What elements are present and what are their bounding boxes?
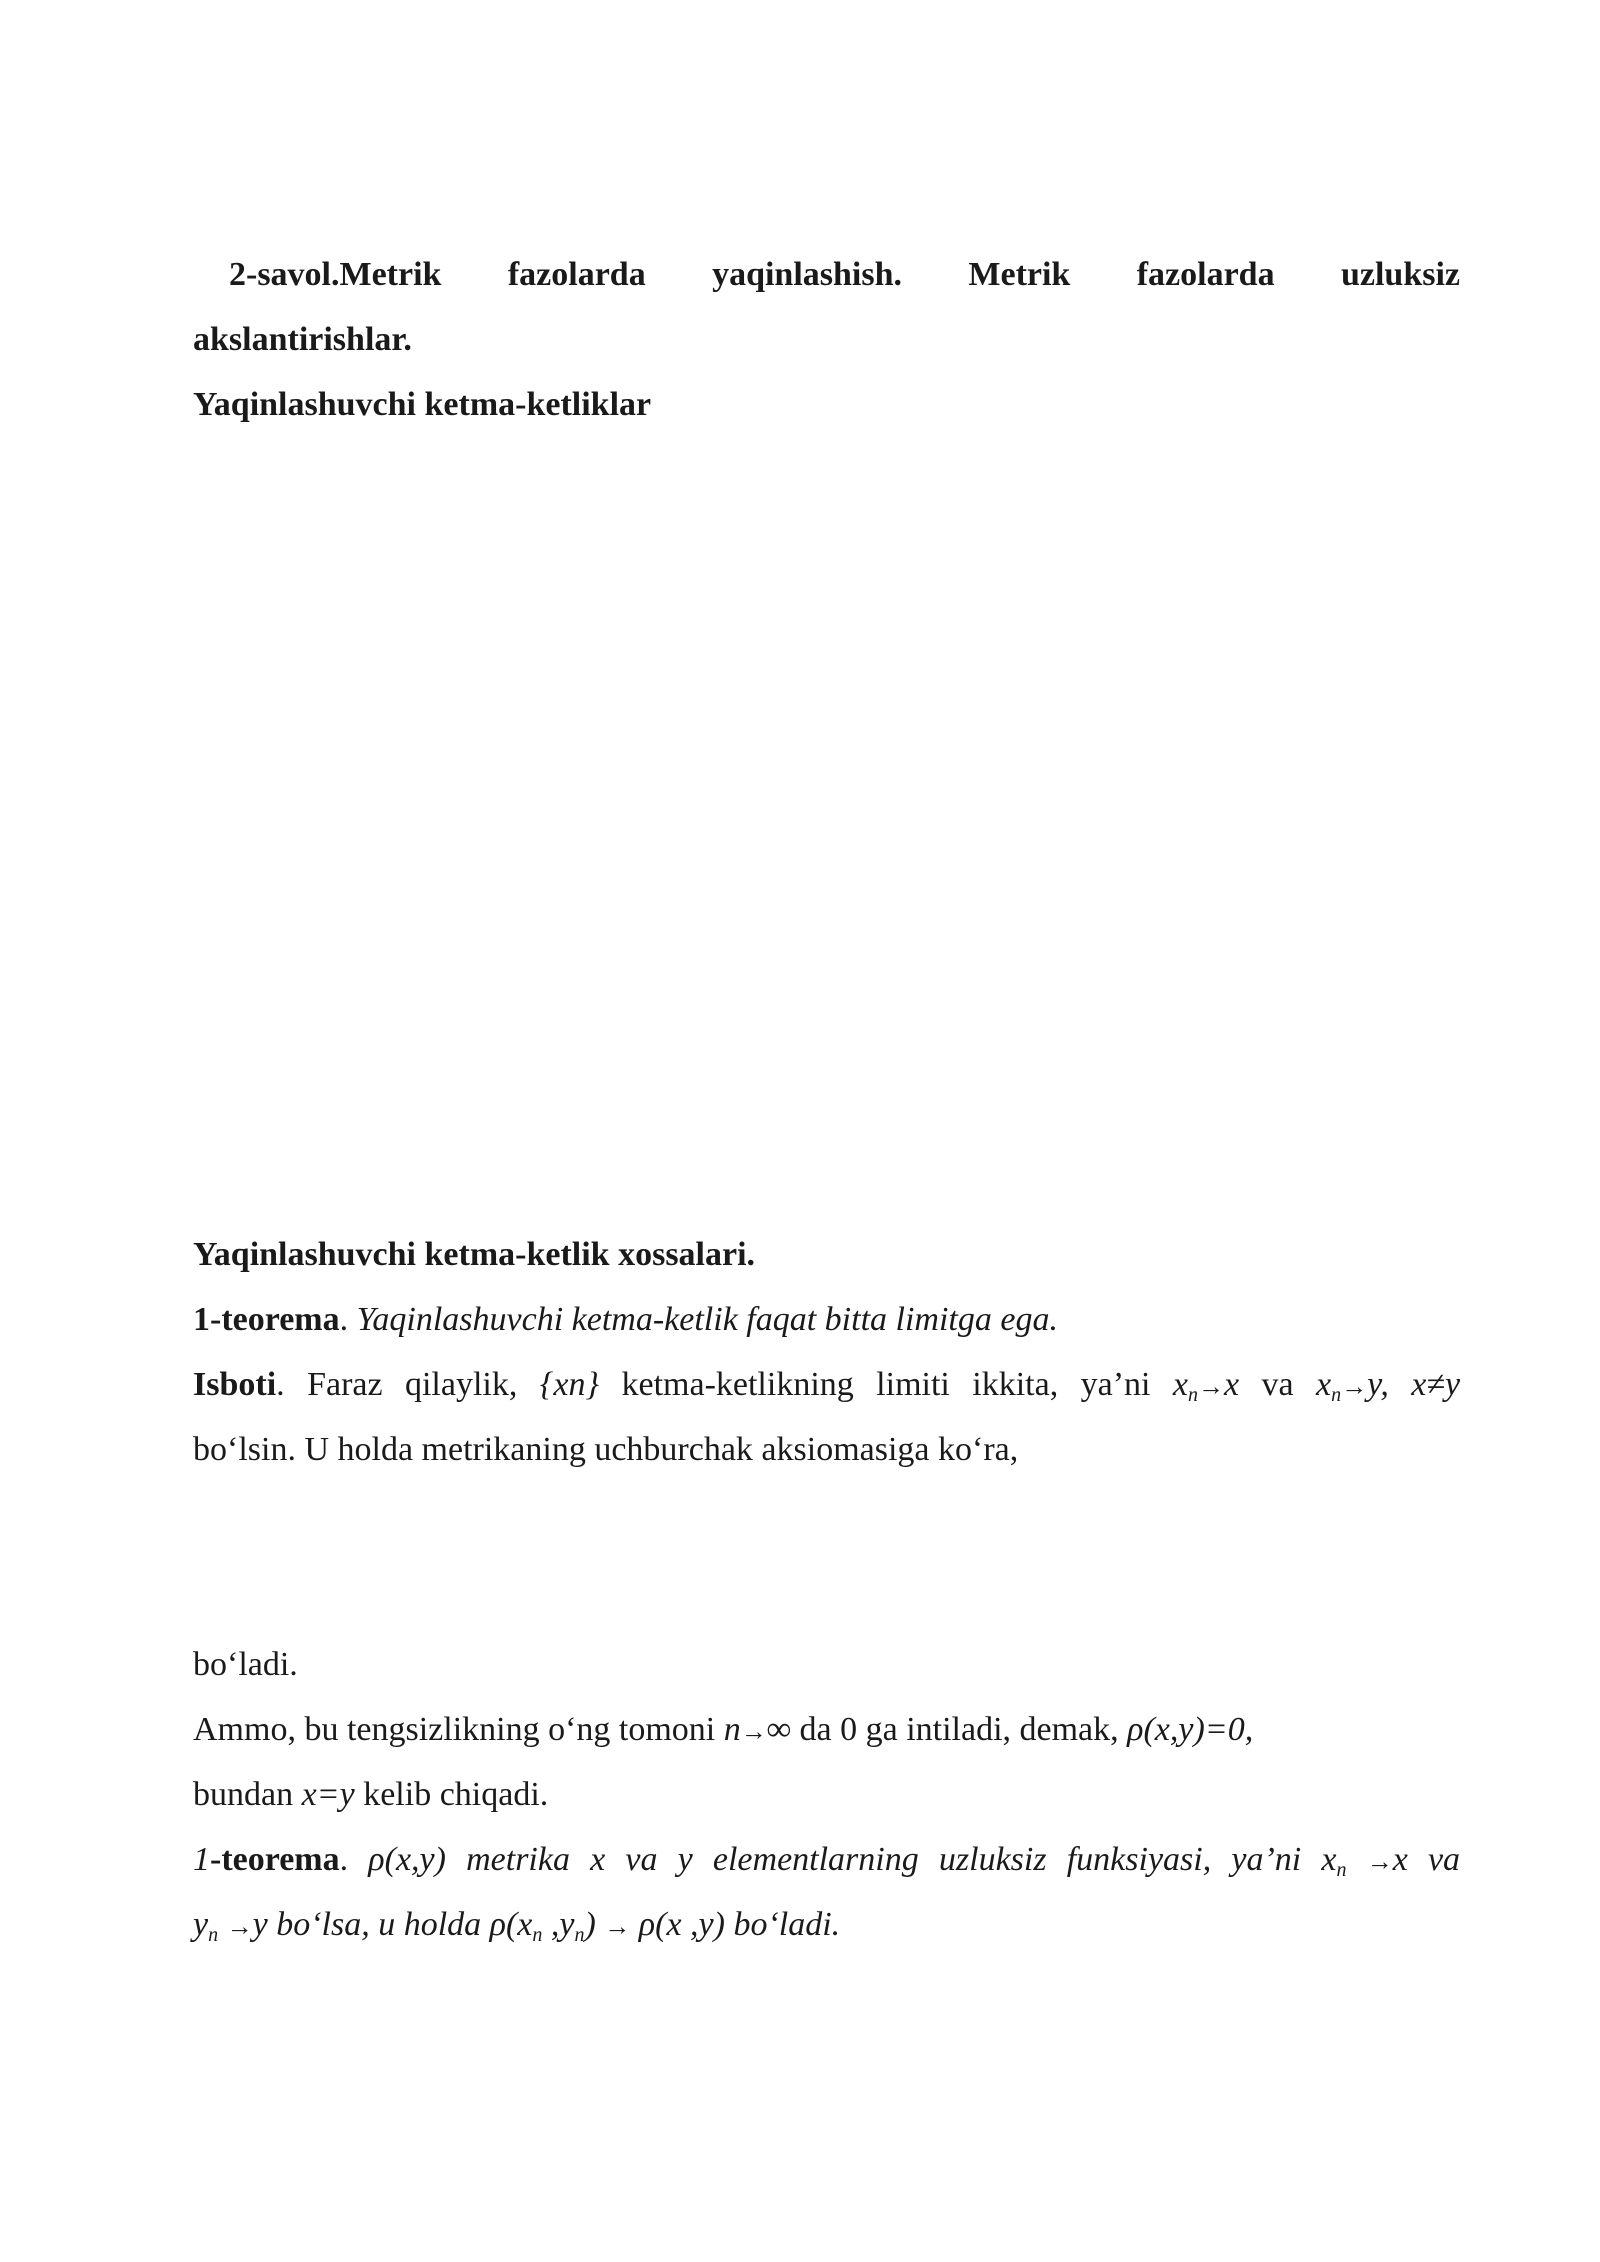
proof-text-2: ketma-ketlikning limiti ikkita, ya’ni: [621, 1366, 1151, 1403]
ammo-text-2: da 0 ga intiladi, demak,: [799, 1711, 1119, 1748]
proof-line-1: Isboti. Faraz qilaylik, {xn} ketma-ketlikning limiti ikkita, ya’ni $x_n\to x$ va $x_n\to y$, x≠y: [193, 1366, 1461, 1406]
subheading: [193, 372, 1460, 437]
theorem-2-text-2a: bo‘lsa, u holda: [276, 1906, 482, 1943]
section-title: [193, 1222, 1460, 1287]
proof-line-2-text: bo‘lsin. U holda metrikaning uchburchak aksiomasiga ko‘ra,: [193, 1431, 1019, 1468]
proof-text-1: Faraz qilaylik,: [307, 1366, 518, 1403]
theorem-2-text-2b: bo‘ladi.: [733, 1906, 841, 1943]
formula-rho-limit: $\rho(x_n$ $,y_n) \to \rho(x$ ,y): [489, 1906, 725, 1946]
formula-x-equals-y: x=y: [301, 1776, 355, 1813]
theorem-1-label: 1-teorema: [193, 1301, 340, 1338]
proof-sequence: {xn}: [539, 1366, 600, 1403]
heading-line-2-text: akslantirishlar.: [193, 321, 412, 358]
proof-line-2: [193, 1417, 1460, 1482]
boladi-line: [193, 1632, 1460, 1697]
formula-rho-zero: ρ(x,y)=0,: [1127, 1711, 1254, 1748]
bundan-text-1: bundan: [193, 1776, 294, 1813]
theorem-1: 1-teorema. Yaqinlashuvchi ketma-ketlik faqat bitta limitga ega.: [193, 1301, 1058, 1338]
formula-xn-to-x-2: $x_n \to x$: [1321, 1841, 1408, 1881]
theorem-2-va: va: [1427, 1841, 1461, 1878]
ammo-line: [193, 1697, 1460, 1764]
theorem-2-statement: ρ(x,y) metrika x va y elementlarning uzluksiz funksiyasi, ya’ni: [368, 1841, 1302, 1878]
heading-line-1: [193, 242, 1460, 307]
section-title-text: Yaqinlashuvchi ketma-ketlik xossalari.: [193, 1236, 756, 1273]
bundan-line: [193, 1762, 1460, 1827]
formula-xn-to-x: $x_n\to x$: [1172, 1366, 1240, 1406]
subheading-text: Yaqinlashuvchi ketma-ketliklar: [193, 386, 652, 423]
theorem-2-label: -teorema: [210, 1841, 340, 1878]
boladi-text: bo‘ladi.: [193, 1646, 298, 1683]
bundan-text-2: kelib chiqadi.: [363, 1776, 549, 1813]
proof-label: Isboti: [193, 1366, 277, 1403]
heading-line-2: [193, 307, 1460, 372]
theorem-1-statement: Yaqinlashuvchi ketma-ketlik faqat bitta limitga ega.: [356, 1301, 1058, 1338]
formula-n-to-infinity: n→∞: [723, 1711, 792, 1748]
formula-xn-to-y: $x_n\to y$, x≠y: [1316, 1366, 1461, 1406]
heading-line-1-text: 2-savol.Metrik fazolarda yaqinlashish. Metrik fazolarda uzluksiz: [229, 256, 1460, 293]
theorem-2-number: 1: [193, 1841, 210, 1878]
formula-yn-to-y: $y_n \to y$: [193, 1906, 268, 1946]
theorem-2-line-1: 1-teorema. ρ(x,y) metrika x va y elementlarning uzluksiz funksiyasi, ya’ni $x_n \to x$ va: [193, 1841, 1461, 1881]
ammo-text-1: Ammo, bu tengsizlikning o‘ng tomoni: [193, 1711, 716, 1748]
theorem-2-line-2: [193, 1892, 1460, 1959]
proof-va: va: [1261, 1366, 1294, 1403]
